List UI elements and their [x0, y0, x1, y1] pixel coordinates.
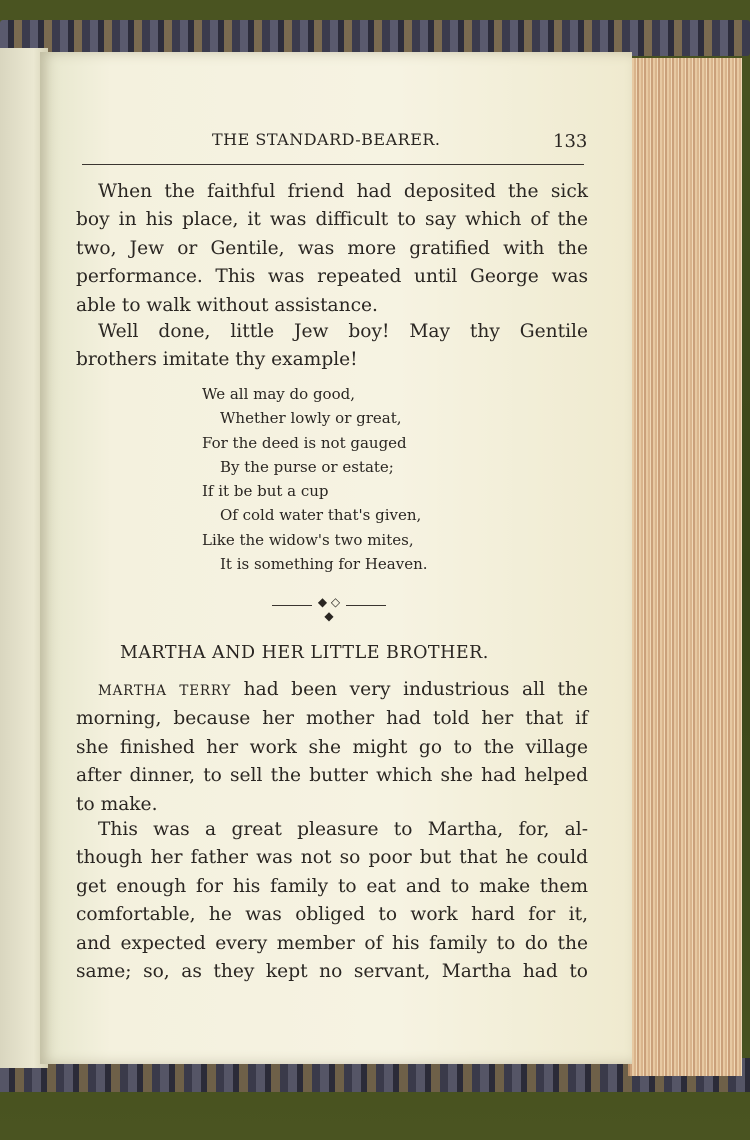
text-line: comfortable, he was obliged to work hard for it, — [76, 904, 588, 926]
poem-line: If it be but a cup — [202, 482, 329, 501]
text-line: able to walk without assistance. — [76, 294, 378, 316]
text-line: same; so, as they kept no servant, Martha had to — [76, 961, 588, 983]
text-line: This was a great pleasure to Martha, for, al- — [98, 819, 588, 840]
page-block-edges — [628, 58, 742, 1076]
ornament-glyph: ◆ ◇ ◆ — [317, 595, 341, 623]
running-title: THE STANDARD-BEARER. — [212, 130, 441, 149]
ornament-rule-left — [272, 605, 312, 606]
section-heading: MARTHA AND HER LITTLE BROTHER. — [120, 643, 489, 663]
text-line: she finished her work she might go to the village — [76, 736, 588, 758]
poem-line: Like the widow's two mites, — [202, 530, 414, 549]
paragraph-3 — [76, 676, 588, 819]
text-line: performance. This was repeated until George was — [76, 266, 588, 288]
text-line: though her father was not so poor but that he could — [76, 847, 588, 869]
text-line: Well done, little Jew boy! May thy Gentile — [98, 321, 588, 342]
text-fragment: had been very industrious all the — [243, 679, 588, 700]
poem — [202, 382, 532, 576]
paragraph-1 — [76, 178, 588, 320]
section-ornament — [272, 595, 386, 623]
ornament-rule-right — [346, 605, 386, 606]
text-line: after dinner, to sell the butter which she had helped — [76, 765, 588, 787]
text-line — [76, 676, 588, 705]
text-line: boy in his place, it was difficult to say which of the — [76, 209, 588, 231]
poem-line: For the deed is not gauged — [202, 433, 407, 452]
poem-line: Whether lowly or great, — [220, 409, 402, 428]
header-rule — [82, 164, 584, 165]
text-line: brothers imitate thy example! — [76, 349, 358, 371]
book-cover-top-edge — [0, 20, 750, 56]
poem-line: It is something for Heaven. — [220, 555, 428, 574]
poem-line: We all may do good, — [202, 385, 355, 403]
name-first: MARTHA — [98, 683, 167, 699]
text-line: to make. — [76, 793, 158, 815]
paragraph-2 — [76, 318, 588, 375]
text-line: and expected every member of his family to do the — [76, 932, 588, 954]
poem-line: Of cold water that's given, — [220, 506, 422, 525]
page-number: 133 — [553, 131, 588, 152]
text-line: morning, because her mother had told her that if — [76, 708, 588, 730]
text-line: get enough for his family to eat and to make them — [76, 875, 588, 897]
text-line: two, Jew or Gentile, was more gratified with the — [76, 237, 588, 259]
text-line: When the faithful friend had deposited the sick — [98, 181, 588, 202]
poem-line: By the purse or estate; — [220, 457, 394, 476]
name-last: TERRY — [179, 683, 232, 699]
paragraph-4 — [76, 816, 588, 986]
